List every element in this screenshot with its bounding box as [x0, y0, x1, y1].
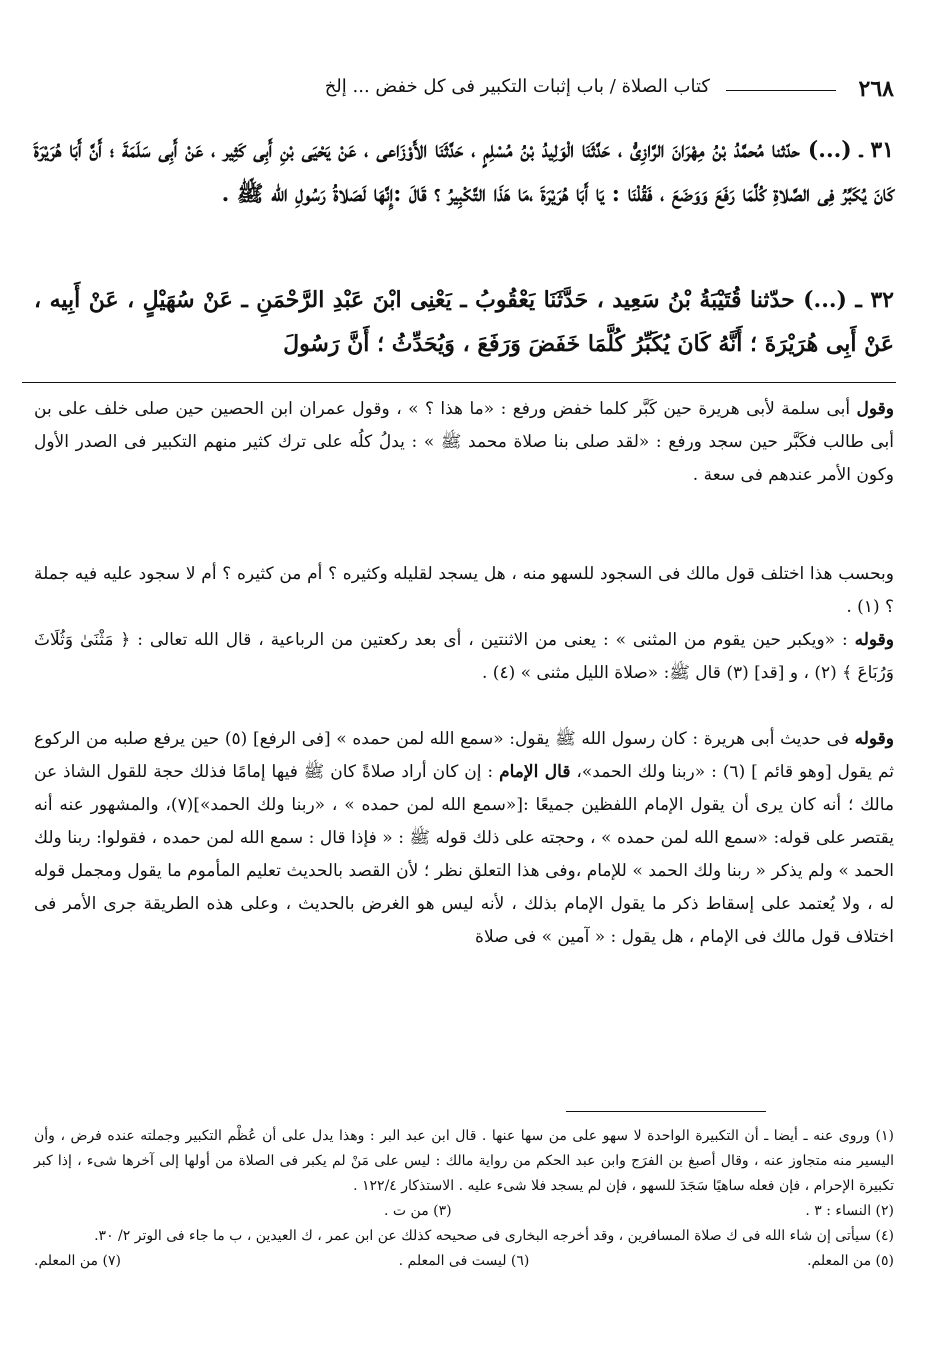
- footnote-2: (٢) النساء : ٣ .: [805, 1203, 894, 1219]
- footnotes: [34, 1124, 894, 1274]
- footnote-row: [34, 1249, 894, 1274]
- header-rule: [726, 90, 836, 91]
- footnote-1: (١) وروى عنه ـ أيضا ـ أن التكبيرة الواحدة لا سهو على من سها عنها . قال ابن عبد البر : وهذا يدل على أن عُظْم التكبير وجملته عنده فرض ، وأن اليسير منه متجاوز عنه ، وقال أصبغ بن الفرَج وابن عبد الحكم من رواية مالك : ليس على مَنْ لم يكبر فى الصلاة من أولها إلى آخرها شىء ، إذا كبر تكبيرة الإحرام ، فإن فعله ساهيًا سَجَدَ للسهو ، فإن لم يسجد فلا شىء عليه . الاستذكار ١٢٢/٤ .: [34, 1128, 894, 1194]
- footnote-7: (٧) من المعلم.: [34, 1253, 121, 1269]
- commentary-paragraph: [34, 558, 894, 624]
- page-header: [34, 76, 894, 106]
- main-divider: [22, 382, 896, 383]
- commentary-paragraph: [34, 723, 894, 1086]
- commentary-paragraph: [34, 624, 894, 723]
- footnote-5: (٥) من المعلم.: [807, 1253, 894, 1269]
- paragraph-text: : «ويكبر حين يقوم من المثنى » : يعنى من الاثنتين ، أى بعد ركعتين من الرباعية ، قال الله تعالى : ﴿ مَثْنَىٰ وَثُلَاثَ وَرُبَاعَ ﴾ (٢) ، و [قد] (٣) قال ﷺ: «صلاة الليل مثنى » (٤) .: [34, 630, 894, 683]
- paragraph-text: : إن كان أراد صلاةً كان ﷺ فيها إمامًا فذلك حجة للقول الشاذ عن مالك ؛ أنه كان يرى أن يقول الإمام اللفظين جميعًا :[«سمع الله لمن حمده » ، «ربنا ولك الحمد»](٧)، والمشهور عنه أنه يقتصر على قوله: «سمع الله لمن حمده » ، وحجته على ذلك قوله ﷺ : « فإذا قال : سمع الله لمن حمده ، فقولوا: ربنا ولك الحمد » ولم يذكر « ربنا ولك الحمد » للإمام ،وفى هذا التعلق نظر ؛ لأن القصد بالحديث تعليم المأموم ما يقول ومجمل قوله له ، ولا يُعتمد على إسقاط ذكر ما يقول الإمام بذلك ، لأنه ليس هو الغرض بالحديث ، وعلى هذه الطريقة جرى الأمر فى اختلاف قول مالك فى الإمام ، هل يقول : « آمين » فى صلاة: [34, 762, 894, 947]
- commentary-paragraph: [34, 393, 894, 558]
- running-title: كتاب الصلاة / باب إثبات التكبير فى كل خفض ... إلخ: [324, 76, 710, 97]
- lead-word: وقول: [856, 399, 894, 419]
- footnote-3: (٣) من ت .: [384, 1203, 452, 1219]
- footnote-row: [34, 1199, 894, 1224]
- paragraph-text: فى حديث أبى هريرة : كان رسول الله ﷺ يقول: «سمع الله لمن حمده » [فى الرفع] (٥) حين يرفع صلبه من الركوع ثم يقول [وهو قائم ] (٦) : «ربنا ولك الحمد»،: [34, 729, 895, 782]
- page-number: ٢٦٨: [858, 76, 894, 102]
- paragraph-text: أبى سلمة لأبى هريرة حين كَبَّر كلما خفض ورفع : «ما هذا ؟ » ، وقول عمران ابن الحصين حين صلى خلف على بن أبى طالب فكَبَّر حين سجد ورفع : «لقد صلى بنا صلاة محمد ﷺ » : يدلُ كلُه على ترك كثير منهم التكبير فى الصدر الأول وكون الأمر عندهم فى سعة .: [34, 399, 894, 485]
- commentary: [34, 393, 894, 1086]
- lead-word: وقوله: [854, 729, 894, 749]
- lead-word: وقوله: [854, 630, 894, 650]
- footnote-4: (٤) سيأتى إن شاء الله فى ك صلاة المسافرين ، وقد أخرجه البخارى فى صحيحه كذلك عن ابن عمر ، ك العيدين ، ب ما جاء فى الوتر ٢/ ٣٠.: [94, 1228, 894, 1244]
- paragraph-text: وبحسب هذا اختلف قول مالك فى السجود للسهو منه ، هل يسجد لقليله وكثيره ؟ أم من كثيره ؟ أم لا سجود عليه فيه جملة ؟ (١) .: [34, 564, 894, 617]
- lead-word: قال الإمام: [499, 762, 571, 782]
- hadith-31: ٣١ ـ (...) حدّثنا مُحمَّدُ بْنُ مِهْرَانَ الرَّازِىُّ ، حَدَّثَنَا الْوَلِيدُ بْنُ مُسْلِمٍ ، حَدَّثَنَا الأَوْزَاعى ، عَنْ يَحْيَى بْنِ أَبِى كَثِير ، عَنْ أَبِى سَلَمَةَ ؛ أَنَّ أَبَا هُرَيْرَةَ كَانَ يُكَبِّرُ فِى الصَّلاةِ كُلَّمَا رَفَعَ وَوَضَعَ ، فَقُلْنَا : يَا أَبَا هُرَيْرَةَ ،مَا هَذَا التَّكْبِيرُ ؟ قَالَ :إِنَّهَا لَصَلاةُ رَسُولِ الله ﷺ .: [34, 137, 894, 207]
- hadith-32: ٣٢ ـ (...) حدّثنا قُتَيْبَةُ بْنُ سَعِيد ، حَدَّثَنَا يَعْقُوبُ ـ يَعْنِى ابْنَ عَبْدِ الرَّحْمَنِ ـ عَنْ سُهَيْلٍ ، عَنْ أَبِيه ، عَنْ أَبِى هُرَيْرَةَ ؛ أَنَّهُ كَانَ يُكَبِّرُ كُلَّمَا خَفَضَ وَرَفَعَ ، وَيُحَدِّثُ ؛ أَنَّ رَسُولَ: [34, 287, 894, 357]
- footnote-6: (٦) ليست فى المعلم .: [398, 1253, 530, 1269]
- footnote-divider: [566, 1111, 766, 1112]
